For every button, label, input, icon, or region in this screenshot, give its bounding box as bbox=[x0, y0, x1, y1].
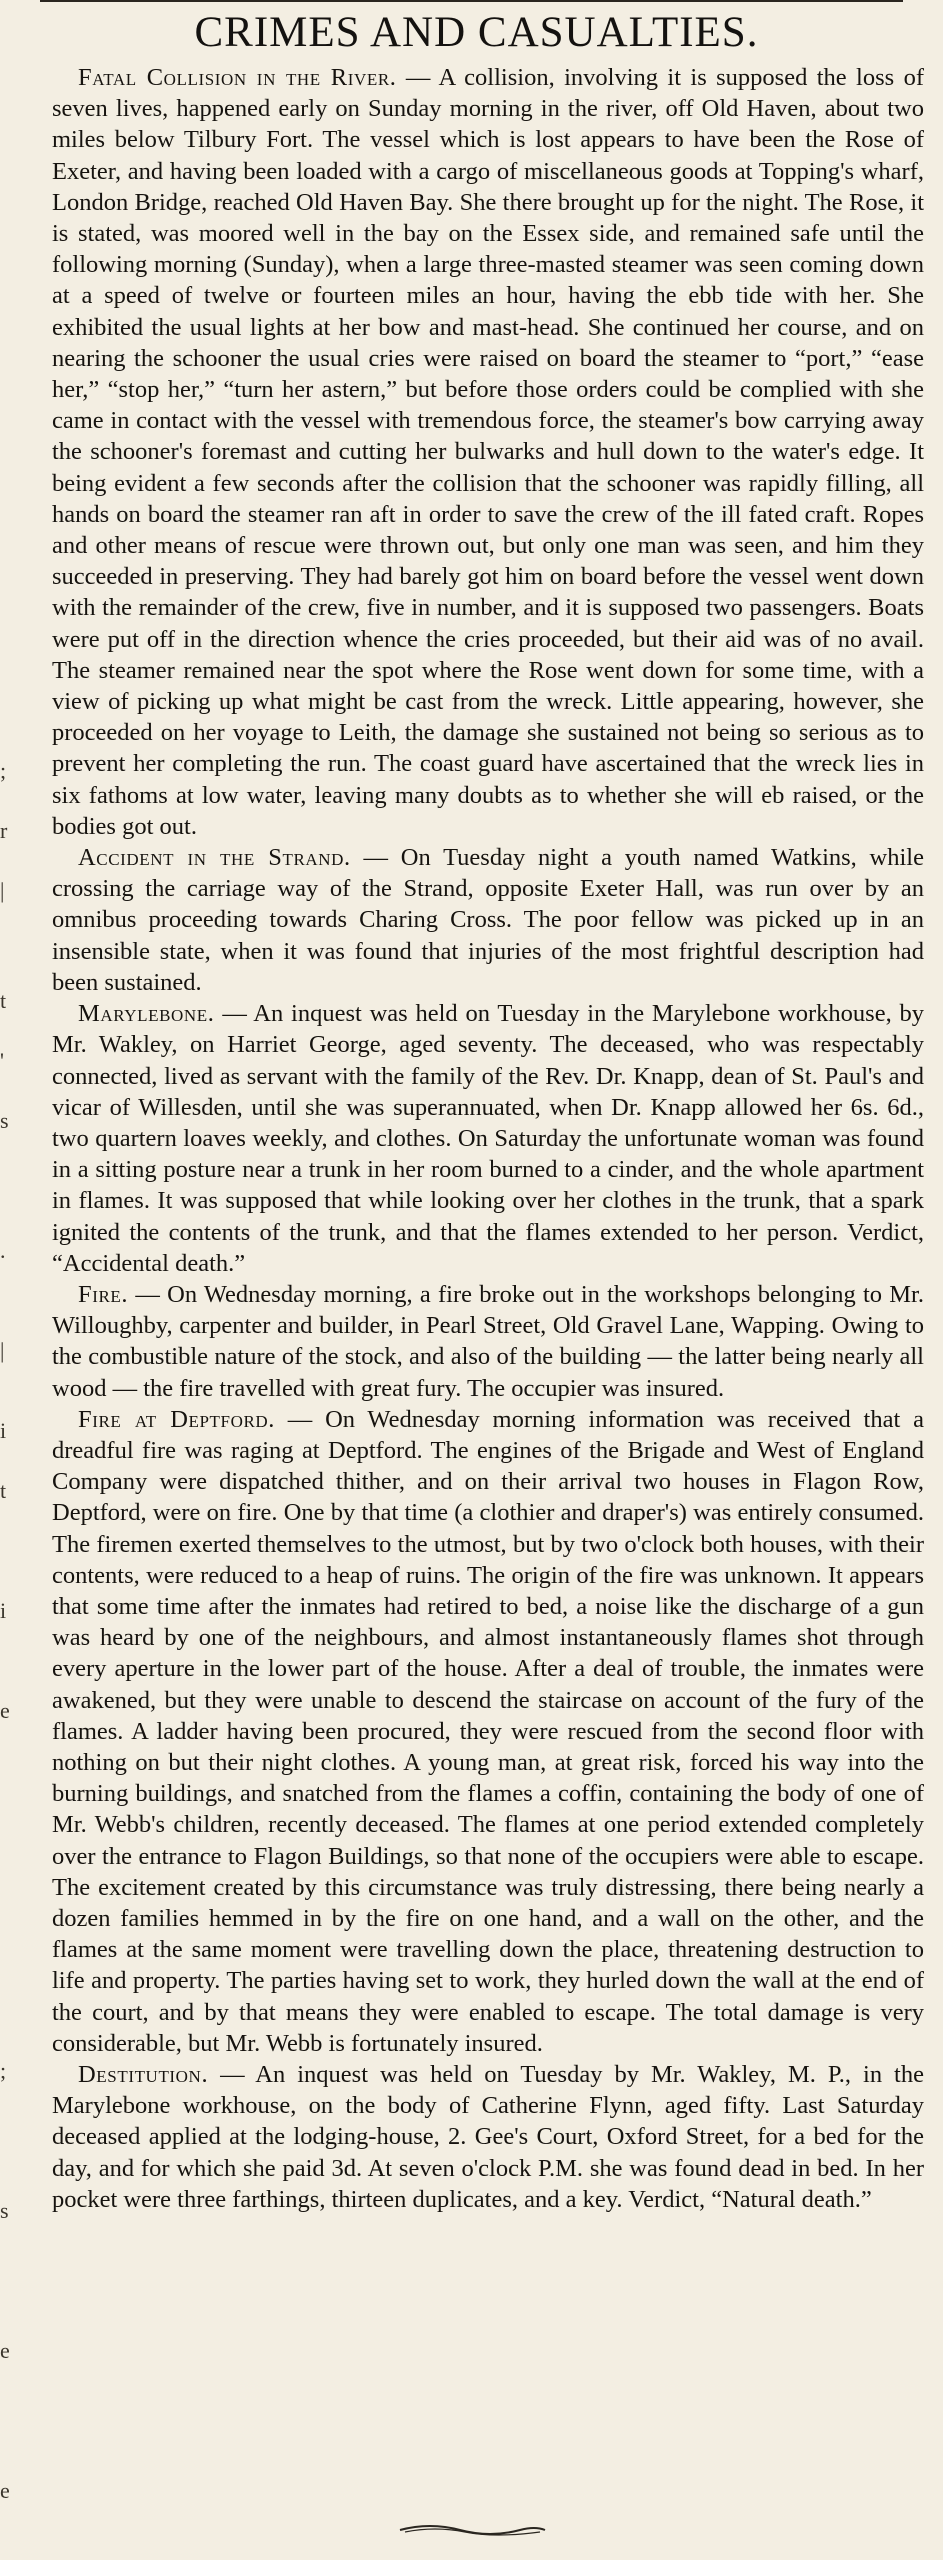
gutter-mark: ' bbox=[0, 1048, 4, 1073]
article-body: — An inquest was held on Tuesday in the Marylebone workhouse, by Mr. Wakley, on Harriet George, aged seventy. The deceased, who was respectably connected, lived as servant with the family of the Rev. Dr. Knapp, dean of St. Paul's and vicar of Willesden, until she was superannuated, when Dr. Knapp allowed her 6s. 6d., two quartern loaves weekly, and clothes. On Saturday the unfortunate woman was found in a sitting posture near a trunk in her room burned to a cinder, and the whole apartment in flames. It was supposed that while looking over her clothes in the trunk, that a spark ignited the contents of the trunk, and that the flames extended to her person. Verdict, “Accidental death.” bbox=[52, 1000, 924, 1277]
article-lede: Fatal Collision in the River. bbox=[78, 64, 397, 91]
article-lede: Fire at Deptford. bbox=[78, 1405, 275, 1433]
gutter-mark: i bbox=[0, 1598, 7, 1623]
gutter-mark: ; bbox=[0, 2058, 7, 2083]
gutter-mark: r bbox=[0, 818, 8, 843]
article-body: — An inquest was held on Tuesday by Mr. Wakley, M. P., in the Marylebone workhouse, on the body of Catherine Flynn, aged fifty. Last Saturday deceased applied at the lodging-house, 2. Gee's Court, Oxford Street, for a bed for the day, and for which she paid 3d. At seven o'clock P.M. she was found dead in bed. In her pocket were three farthings, thirteen duplicates, and a key. Verdict, “Natural death.” bbox=[52, 2061, 924, 2213]
gutter-mark: ; bbox=[0, 758, 7, 783]
gutter-mark: e bbox=[0, 2478, 10, 2503]
gutter-mark: e bbox=[0, 1698, 10, 1723]
section-heading: CRIMES AND CASUALTIES. bbox=[194, 9, 759, 56]
gutter-mark: e bbox=[0, 2338, 10, 2363]
article-lede: Accident in the Strand. bbox=[78, 844, 351, 872]
article-body: — On Wednesday morning, a fire broke out in the workshops belonging to Mr. Willoughby, carpenter and builder, in Pearl Street, Old Gravel Lane, Wapping. Owing to the combustible nature of the stock, and also of the building — the latter being nearly all wood — the fire travelled with great fury. The occupier was insured. bbox=[52, 1280, 924, 1402]
article-destitution bbox=[52, 2059, 924, 2215]
gutter-mark: | bbox=[0, 878, 5, 903]
gutter-mark: | bbox=[0, 1338, 5, 1363]
article-body: — On Wednesday morning information was received that a dreadful fire was raging at Deptford. The engines of the Brigade and West of England Company were dispatched thither, and on their arrival two houses in Flagon Row, Deptford, were on fire. One by that time (a clothier and draper's) was entirely consumed. The firemen exerted themselves to the utmost, but by two o'clock both houses, with their contents, were reduced to a heap of ruins. The origin of the fire was unknown. It appears that some time after the inmates had retired to bed, a noise like the discharge of a gun was heard by one of the neighbours, and almost instantaneously flames shot through every aperture in the lower part of the house. After a deal of trouble, the inmates were awakened, but they were unable to descend the staircase on account of the fury of the flames. A ladder having been procured, they were rescued from the second floor with nothing on but their night clothes. A young man, at great risk, forced his way into the burning buildings, and snatched from the flames a coffin, containing the body of one of Mr. Webb's children, recently deceased. The flames at one period extended completely over the entrance to Flagon Buildings, so that none of the occupiers were able to escape. The excitement created by this circumstance was truly distressing, there being nearly a dozen families hemmed in by the fire on one hand, and a wall on the other, and the flames at the same moment were travelling down the place, threatening destruction to life and property. The parties having set to work, they hurled down the wall at the end of the court, and by that means they were enabled to escape. The total damage is very considerable, but Mr. Webb is fortunately insured. bbox=[52, 1405, 924, 2057]
tail-ornament bbox=[0, 2520, 943, 2540]
article-lede: Marylebone. bbox=[78, 1000, 215, 1028]
gutter-mark: t bbox=[0, 988, 7, 1013]
gutter-mark: . bbox=[0, 1238, 6, 1263]
article-body: — On Tuesday night a youth named Watkins, while crossing the carriage way of the Strand, opposite Exeter Hall, was run over by an omnibus proceeding towards Charing Cross. The poor fellow was picked up in an insensible state, when it was found that injuries of the most frightful description had been sustained. bbox=[52, 844, 924, 996]
article-fatal-collision bbox=[52, 62, 924, 842]
article-fire bbox=[52, 1279, 924, 1404]
top-rule bbox=[40, 0, 903, 2]
article-lede: Destitution. bbox=[78, 2061, 209, 2088]
gutter-mark: s bbox=[0, 1108, 9, 1133]
article-body: — A collision, involving it is supposed the loss of seven lives, happened early on Sunday morning in the river, off Old Haven, about two miles below Tilbury Fort. The vessel which is lost appears to have been the Rose of Exeter, and having been loaded with a cargo of miscellaneous goods at Topping's wharf, London Bridge, reached Old Haven Bay. She there brought up for the night. The Rose, it is stated, was moored well in the bay on the Essex side, and remained safe until the following morning (Sunday), when a large three-masted steamer was seen coming down at a speed of twelve or fourteen miles an hour, having the ebb tide with her. She exhibited the usual lights at her bow and mast-head. She continued her course, and on nearing the schooner the usual cries were raised on board the steamer to “port,” “ease her,” “stop her,” “turn her astern,” but before those orders could be complied with she came in contact with the vessel with tremendous force, the steamer's bow carrying away the schooner's foremast and cutting her bulwarks and hull down to the water's edge. It being evident a few seconds after the collision that the schooner was rapidly filling, all hands on board the steamer ran aft in order to save the crew of the ill fated craft. Ropes and other means of rescue were thrown out, but only one man was seen, and him they succeeded in preserving. They had barely got him on board before the vessel went down with the remainder of the crew, five in number, and it is supposed two passengers. Boats were put off in the direction whence the cries proceeded, but their aid was of no avail. The steamer remained near the spot where the Rose went down for some time, with a view of picking up what might be cast from the wreck. Little appearing, however, she proceeded on her voyage to Leith, the damage she sustained not being so serious as to prevent her completing the run. The coast guard have ascertained that the wreck lies in six fathoms at low water, leaving many doubts as to whether she will eb raised, or the bodies got out. bbox=[52, 64, 924, 840]
gutter-mark: i bbox=[0, 1418, 7, 1443]
gutter-mark: t bbox=[0, 1478, 7, 1503]
article-fire-deptford bbox=[52, 1404, 924, 2059]
article-marylebone bbox=[52, 998, 924, 1279]
article-lede: Fire. bbox=[78, 1280, 129, 1308]
article-column bbox=[52, 62, 924, 2502]
article-accident-strand bbox=[52, 842, 924, 998]
gutter-mark: s bbox=[0, 2198, 9, 2223]
